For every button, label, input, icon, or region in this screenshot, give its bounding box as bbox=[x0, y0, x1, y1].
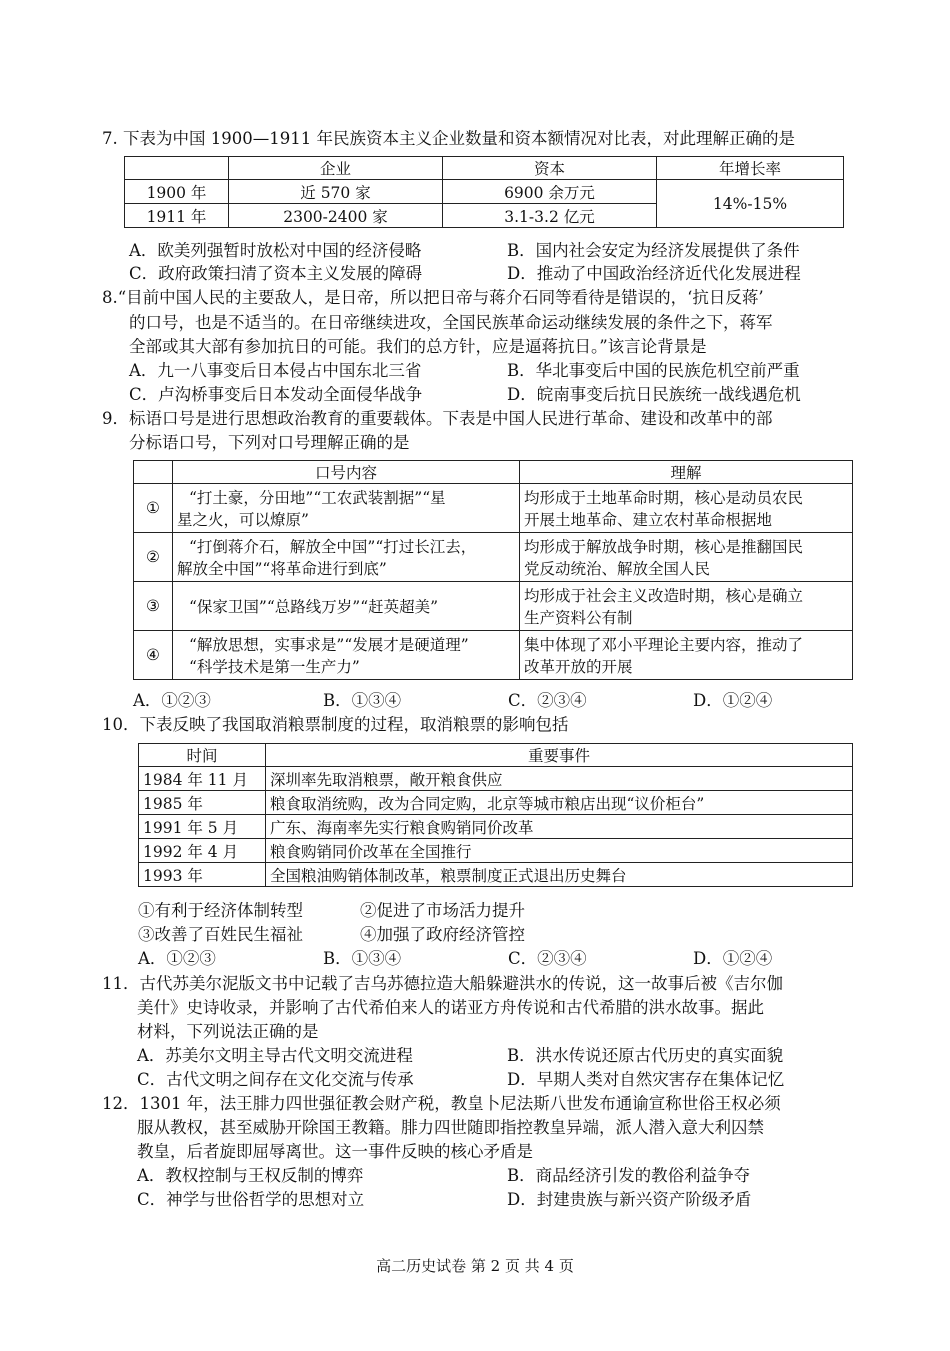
q9-row4-slogan-line2: “科学技术是第一生产力” bbox=[189, 658, 360, 676]
q9-row-meaning bbox=[520, 484, 853, 533]
q7-table bbox=[124, 156, 844, 228]
q10-option-a: A．①②③ bbox=[138, 949, 216, 968]
q11-option-c: C．古代文明之间存在文化交流与传承 bbox=[137, 1070, 414, 1089]
q12-stem-line2: 服从教权，甚至威胁开除国王教籍。腓力四世随即指控教皇异端，派人潜入意大利囚禁 bbox=[137, 1118, 764, 1137]
q9-option-c: C．②③④ bbox=[508, 691, 587, 710]
q7-option-a: A．欧美列强暂时放松对中国的经济侵略 bbox=[129, 241, 422, 260]
q7-row2-enterprise: 2300-2400 家 bbox=[229, 204, 443, 228]
q7-header-growth: 年增长率 bbox=[657, 157, 844, 180]
q8-option-a: A．九一八事变后日本侵占中国东北三省 bbox=[129, 361, 422, 380]
q7-option-c: C．政府政策扫清了资本主义发展的障碍 bbox=[129, 264, 423, 283]
q7-option-b: B．国内社会安定为经济发展提供了条件 bbox=[507, 241, 800, 260]
q10-item-4: ④加强了政府经济管控 bbox=[360, 925, 525, 944]
q7-header-blank bbox=[125, 157, 229, 180]
q9-row4-meaning-line2: 改革开放的开展 bbox=[524, 658, 633, 676]
q9-row1-meaning-line2: 开展土地革命、建立农村革命根据地 bbox=[524, 511, 773, 529]
q11-option-a: A．苏美尔文明主导古代文明交流进程 bbox=[137, 1046, 413, 1065]
q11-option-b: B．洪水传说还原古代历史的真实面貌 bbox=[507, 1046, 784, 1065]
q10-header-event: 重要事件 bbox=[266, 744, 853, 767]
q9-row-slogan bbox=[173, 631, 520, 680]
q10-row-time: 1992 年 4 月 bbox=[139, 839, 266, 863]
q9-row1-slogan-line1: “打土豪，分田地”“工农武装割据”“星 bbox=[189, 489, 446, 507]
q9-option-b: B．①③④ bbox=[323, 691, 402, 710]
q10-row-event: 深圳率先取消粮票，敞开粮食供应 bbox=[266, 767, 853, 791]
q10-item-3: ③改善了百姓民生福祉 bbox=[138, 925, 303, 944]
q9-row-num: ③ bbox=[134, 582, 173, 631]
q9-row-num: ④ bbox=[134, 631, 173, 680]
q9-option-a: A．①②③ bbox=[133, 691, 211, 710]
q9-row3-meaning-line1: 均形成于社会主义改造时期，核心是确立 bbox=[524, 587, 804, 605]
q10-stem: 10．下表反映了我国取消粮票制度的过程，取消粮票的影响包括 bbox=[102, 715, 569, 734]
q7-row1-year: 1900 年 bbox=[125, 180, 229, 204]
q9-header-meaning: 理解 bbox=[520, 461, 853, 484]
q10-item-2: ②促进了市场活力提升 bbox=[360, 901, 525, 920]
q10-option-b: B．①③④ bbox=[323, 949, 402, 968]
q11-stem-line3: 材料，下列说法正确的是 bbox=[137, 1022, 319, 1041]
q10-option-d: D．①②④ bbox=[693, 949, 773, 968]
q10-row-time: 1984 年 11 月 bbox=[139, 767, 266, 791]
q12-option-d: D．封建贵族与新兴资产阶级矛盾 bbox=[507, 1190, 752, 1209]
q10-row-event: 粮食购销同价改革在全国推行 bbox=[266, 839, 853, 863]
q9-row-num: ① bbox=[134, 484, 173, 533]
q10-row-event: 全国粮油购销体制改革，粮票制度正式退出历史舞台 bbox=[266, 863, 853, 887]
q9-header-slogan: 口号内容 bbox=[173, 461, 520, 484]
q9-row-slogan bbox=[173, 533, 520, 582]
q7-row1-enterprise: 近 570 家 bbox=[229, 180, 443, 204]
q8-stem-line2: 的口号，也是不适当的。在日帝继续进攻，全国民族革命运动继续发展的条件之下，蒋军 bbox=[129, 313, 773, 332]
q12-option-c: C．神学与世俗哲学的思想对立 bbox=[137, 1190, 365, 1209]
q11-stem-line2: 美什》史诗收录，并影响了古代希伯来人的诺亚方舟传说和古代希腊的洪水故事。据此 bbox=[137, 998, 764, 1017]
q9-row4-slogan-line1: “解放思想，实事求是”“发展才是硬道理” bbox=[189, 636, 469, 654]
q9-row2-meaning-line2: 党反动统治、解放全国人民 bbox=[524, 560, 711, 578]
q12-stem-line3: 教皇，后者旋即屈辱离世。这一事件反映的核心矛盾是 bbox=[137, 1142, 533, 1161]
q9-row-slogan bbox=[173, 582, 520, 631]
q9-row3-meaning-line2: 生产资料公有制 bbox=[524, 609, 633, 627]
q9-row2-slogan-line2: 解放全中国”“将革命进行到底” bbox=[177, 560, 387, 578]
q8-option-c: C．卢沟桥事变后日本发动全面侵华战争 bbox=[129, 385, 423, 404]
q7-option-d: D．推动了中国政治经济近代化发展进程 bbox=[507, 264, 801, 283]
q9-row-meaning bbox=[520, 582, 853, 631]
page-footer: 高二历史试卷 第 2 页 共 4 页 bbox=[376, 1257, 574, 1275]
q7-growth: 14%-15% bbox=[657, 180, 844, 228]
q9-row-meaning bbox=[520, 533, 853, 582]
q10-option-c: C．②③④ bbox=[508, 949, 587, 968]
q7-stem: 7. 下表为中国 1900—1911 年民族资本主义企业数量和资本额情况对比表，对此理解正确的是 bbox=[102, 129, 795, 148]
q10-table bbox=[138, 743, 853, 887]
q12-option-a: A．教权控制与王权反制的博弈 bbox=[137, 1166, 364, 1185]
q7-header-enterprise: 企业 bbox=[229, 157, 443, 180]
q10-row-time: 1993 年 bbox=[139, 863, 266, 887]
q7-header-capital: 资本 bbox=[443, 157, 657, 180]
q7-row1-capital: 6900 余万元 bbox=[443, 180, 657, 204]
q9-row2-slogan-line1: “打倒蒋介石，解放全中国”“打过长江去， bbox=[189, 538, 477, 556]
q9-table bbox=[133, 460, 853, 680]
q10-row-time: 1985 年 bbox=[139, 791, 266, 815]
q9-row4-meaning-line1: 集中体现了邓小平理论主要内容，推动了 bbox=[524, 636, 804, 654]
q9-row1-slogan-line2: 星之火，可以燎原” bbox=[177, 511, 309, 529]
q9-row-meaning bbox=[520, 631, 853, 680]
q9-row3-slogan-line1: “保家卫国”“总路线万岁”“赶英超美” bbox=[189, 598, 439, 616]
q10-row-time: 1991 年 5 月 bbox=[139, 815, 266, 839]
q9-stem-line1: 9．标语口号是进行思想政治教育的重要载体。下表是中国人民进行革命、建设和改革中的部 bbox=[102, 409, 773, 428]
q10-row-event: 广东、海南率先实行粮食购销同价改革 bbox=[266, 815, 853, 839]
q7-row2-year: 1911 年 bbox=[125, 204, 229, 228]
q9-stem-line2: 分标语口号，下列对口号理解正确的是 bbox=[129, 433, 410, 452]
q8-option-d: D．皖南事变后抗日民族统一战线遇危机 bbox=[507, 385, 801, 404]
q9-row2-meaning-line1: 均形成于解放战争时期，核心是推翻国民 bbox=[524, 538, 804, 556]
q11-stem-line1: 11．古代苏美尔泥版文书中记载了吉乌苏德拉造大船躲避洪水的传说，这一故事后被《吉尔伽 bbox=[102, 974, 783, 993]
q9-row1-meaning-line1: 均形成于土地革命时期，核心是动员农民 bbox=[524, 489, 804, 507]
q9-row-num: ② bbox=[134, 533, 173, 582]
q11-option-d: D．早期人类对自然灾害存在集体记忆 bbox=[507, 1070, 785, 1089]
q10-item-1: ①有利于经济体制转型 bbox=[138, 901, 303, 920]
q9-row-slogan bbox=[173, 484, 520, 533]
q10-row-event: 粮食取消统购，改为合同定购，北京等城市粮店出现“议价柜台” bbox=[266, 791, 853, 815]
q12-stem-line1: 12．1301 年，法王腓力四世强征教会财产税，教皇卜尼法斯八世发布通谕宣称世俗王权必须 bbox=[102, 1094, 781, 1113]
q8-option-b: B．华北事变后中国的民族危机空前严重 bbox=[507, 361, 800, 380]
q8-stem-line3: 全部或其大部有参加抗日的可能。我们的总方针，应是逼蒋抗日。”该言论背景是 bbox=[129, 337, 707, 356]
q12-option-b: B．商品经济引发的教俗利益争夺 bbox=[507, 1166, 751, 1185]
q8-stem-line1: 8.“目前中国人民的主要敌人，是日帝，所以把日帝与蒋介石同等看待是错误的，‘抗日反蒋’ bbox=[102, 288, 764, 307]
q9-option-d: D．①②④ bbox=[693, 691, 773, 710]
q9-header-blank bbox=[134, 461, 173, 484]
q7-row2-capital: 3.1-3.2 亿元 bbox=[443, 204, 657, 228]
q10-header-time: 时间 bbox=[139, 744, 266, 767]
